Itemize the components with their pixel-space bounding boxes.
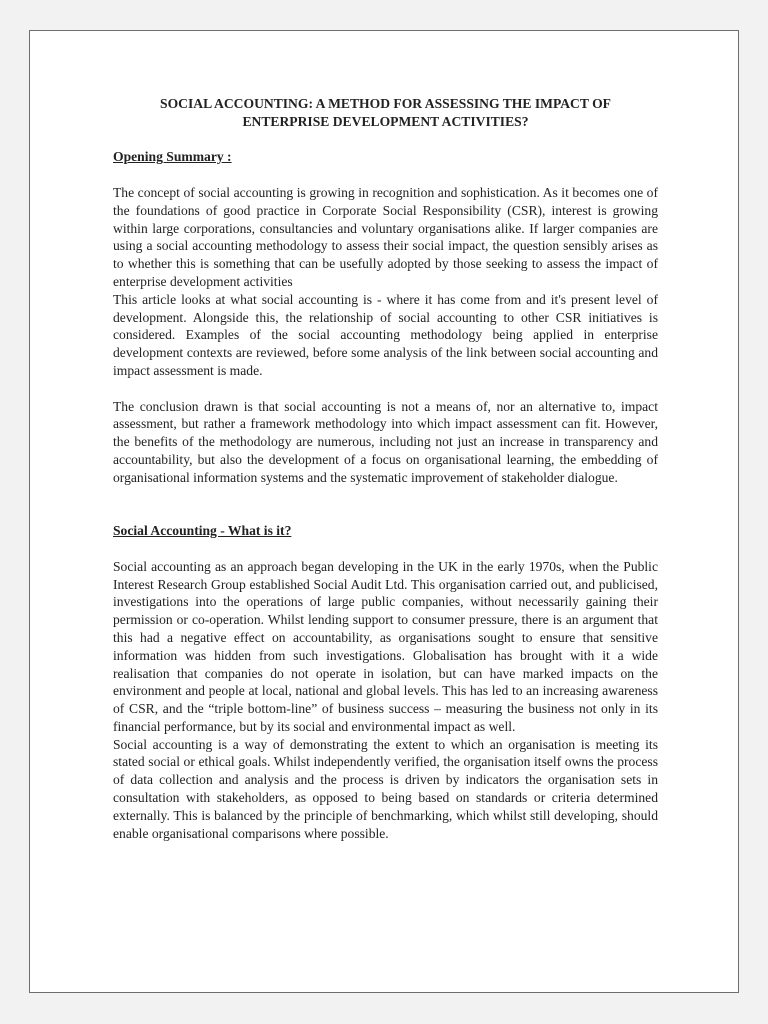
paragraph: This article looks at what social accounting is - where it has come from and it's present level of development. Alongside this, the relationship of social accounting to other CSR initiatives is considered. Examples of the social accounting methodology being applied in enterprise development contexts are reviewed, before some analysis of the link between social accounting and impact assessment is made. xyxy=(113,291,658,378)
paragraph: The concept of social accounting is growing in recognition and sophistication. As it becomes one of the foundations of good practice in Corporate Social Responsibility (CSR), interest is growing within large corporations, consultancies and voluntary organisations alike. If larger companies are using a social accounting methodology to assess their social impact, the question sensibly arises as to whether this is something that can be usefully adopted by those seeking to assess the impact of enterprise development activities xyxy=(113,184,658,289)
title-line-1: SOCIAL ACCOUNTING: A METHOD FOR ASSESSING THE IMPACT OF xyxy=(160,96,611,111)
document-body xyxy=(113,95,658,842)
paragraph: Social accounting is a way of demonstrating the extent to which an organisation is meeting its stated social or ethical goals. Whilst independently verified, the organisation itself owns the process of data collection and analysis and the process is driven by indicators the organisation sets in consultation with stakeholders, as opposed to being based on standards or criteria determined externally. This is balanced by the principle of benchmarking, which whilst still developing, should enable organisational comparisons where possible. xyxy=(113,736,658,841)
paragraph: Social accounting as an approach began developing in the UK in the early 1970s, when the Public Interest Research Group established Social Audit Ltd. This organisation carried out, and publicised, investigations into the operations of large public companies, without necessarily gaining their permission or co-operation. Whilst lending support to consumer pressure, there is an argument that this had a negative effect on accountability, as organisations sought to ensure that sensitive information was hidden from such investigations. Globalisation has brought with it a wide realisation that companies do not operate in isolation, but can have marked impacts on the environment and people at local, national and global levels. This has led to an increasing awareness of CSR, and the “triple bottom-line” of business success – measuring the business not only in its financial performance, but by its social and environmental impact as well. xyxy=(113,558,658,734)
section-heading-opening-summary: Opening Summary : xyxy=(113,149,232,165)
section-heading-what-is-it: Social Accounting - What is it? xyxy=(113,523,292,539)
document-page xyxy=(29,30,739,993)
document-title xyxy=(113,95,658,131)
title-line-2: ENTERPRISE DEVELOPMENT ACTIVITIES? xyxy=(242,113,529,129)
paragraph: The conclusion drawn is that social accounting is not a means of, nor an alternative to, impact assessment, but rather a framework methodology into which impact assessment can fit. However, the benefits of the methodology are numerous, including not just an increase in transparency and accountability, but also the development of a focus on organisational learning, the embedding of organisational information systems and the systematic improvement of stakeholder dialogue. xyxy=(113,398,658,485)
